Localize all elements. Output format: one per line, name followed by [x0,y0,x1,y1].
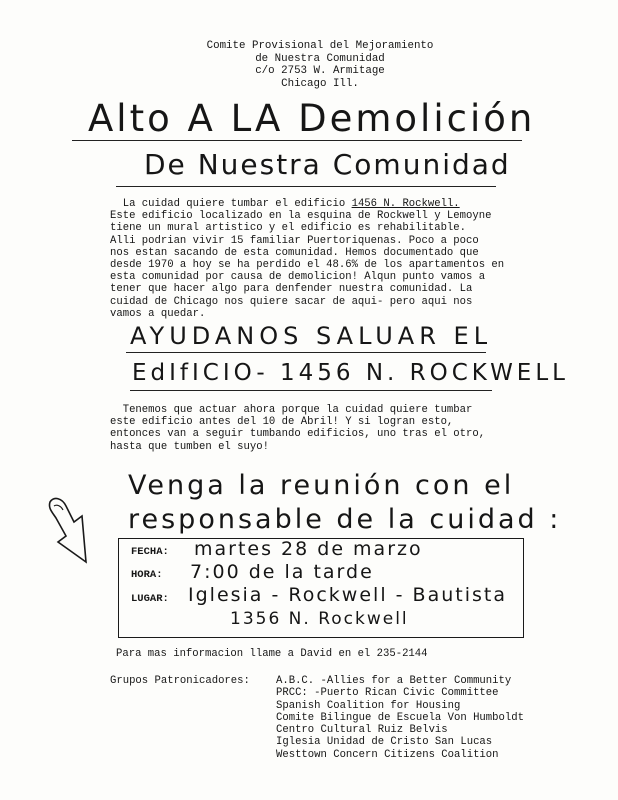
paragraph-line: hasta que tumben el suyo! [110,440,269,453]
paragraph-line: tiene un mural artistico y el edificio es rehabilitable. [110,222,467,235]
header-line: c/o 2753 W. Armitage [255,65,385,78]
paragraph-line: nos estan sacando de esta comunidad. Hemos documentado que [110,246,479,259]
lugar-value-line2: 1356 N. Rockwell [230,609,409,629]
sponsor-item: Centro Cultural Ruiz Belvis [276,724,448,737]
sponsor-item: Westtown Concern Citizens Coalition [276,748,499,761]
hand-drawn-arrow-icon [44,492,104,582]
fecha-value: martes 28 de marzo [194,538,423,560]
sponsors-label: Grupos Patronicadores: [110,675,250,687]
help-underline-1 [126,352,486,353]
help-heading-line2: EdIfICIO- 1456 N. ROCKWELL [132,360,569,386]
contact-info: Para mas informacion llame a David en el 235-2144 [116,648,428,660]
meeting-heading-line2: responsable de la cuidad : [128,504,562,535]
help-underline-2 [130,390,492,391]
sponsor-item: A.B.C. -Allies for a Better Community [276,675,512,687]
hora-label: HORA: [131,569,163,581]
intro-paragraph [110,198,530,320]
title-underline [72,140,522,141]
sponsor-item: Spanish Coalition for Housing [276,699,461,712]
sponsors-list [276,675,524,761]
help-heading-line1: AYUDANOS SALUAR EL [130,322,493,350]
meeting-heading-line1: Venga la reunión con el [128,470,515,501]
address-highlight: 1456 N. Rockwell. [351,198,460,210]
paragraph-line: entonces van a seguir tumbando edificios, uno tras el otro, [110,428,486,441]
paragraph-text: La cuidad quiere tumbar el edificio [122,198,352,210]
lugar-value-line1: Iglesia - Rockwell - Bautista [188,584,507,606]
header-line: Chicago Ill. [281,77,359,90]
paragraph-line: Alli podrian vivir 15 familiar Puertoriquenas. Poco a poco [110,234,479,247]
urgency-paragraph [110,404,530,453]
hora-value: 7:00 de la tarde [190,561,374,583]
main-title: Alto A LA Demolición [88,97,536,140]
sponsor-item: PRCC: -Puerto Rican Civic Committee [276,687,499,700]
organization-header [190,40,450,90]
paragraph-line: cuidad de Chicago nos quiere sacar de aqui- pero aqui nos [110,295,473,308]
paragraph-line [110,198,530,210]
paragraph-line: tener que hacer algo para denfender nuestra comunidad. La [110,283,473,296]
sponsor-item: Iglesia Unidad de Cristo San Lucas [276,736,493,749]
header-line: Comite Provisional del Mejoramiento [206,40,434,52]
paragraph-line: este edificio antes del 10 de Abril! Y si logran esto, [110,416,454,429]
fecha-label: FECHA: [131,546,169,558]
header-line: de Nuestra Comunidad [255,52,385,65]
paragraph-line: vamos a quedar. [110,307,206,320]
paragraph-line: Tenemos que actuar ahora porque la cuidad quiere tumbar [110,404,473,416]
paragraph-line: Este edificio localizado en la esquina de Rockwell y Lemoyne [110,210,492,223]
paragraph-line: esta comunidad por causa de demolicion! Alqun punto vamos a [110,271,486,284]
paragraph-line: desde 1970 a hoy se ha perdido el 48.6% de los apartamentos en [110,259,505,272]
lugar-label: LUGAR: [131,593,169,605]
subtitle-underline [116,186,496,187]
sponsor-item: Comite Bilingue de Escuela Von Humboldt [276,711,524,724]
subtitle: De Nuestra Comunidad [144,148,511,181]
